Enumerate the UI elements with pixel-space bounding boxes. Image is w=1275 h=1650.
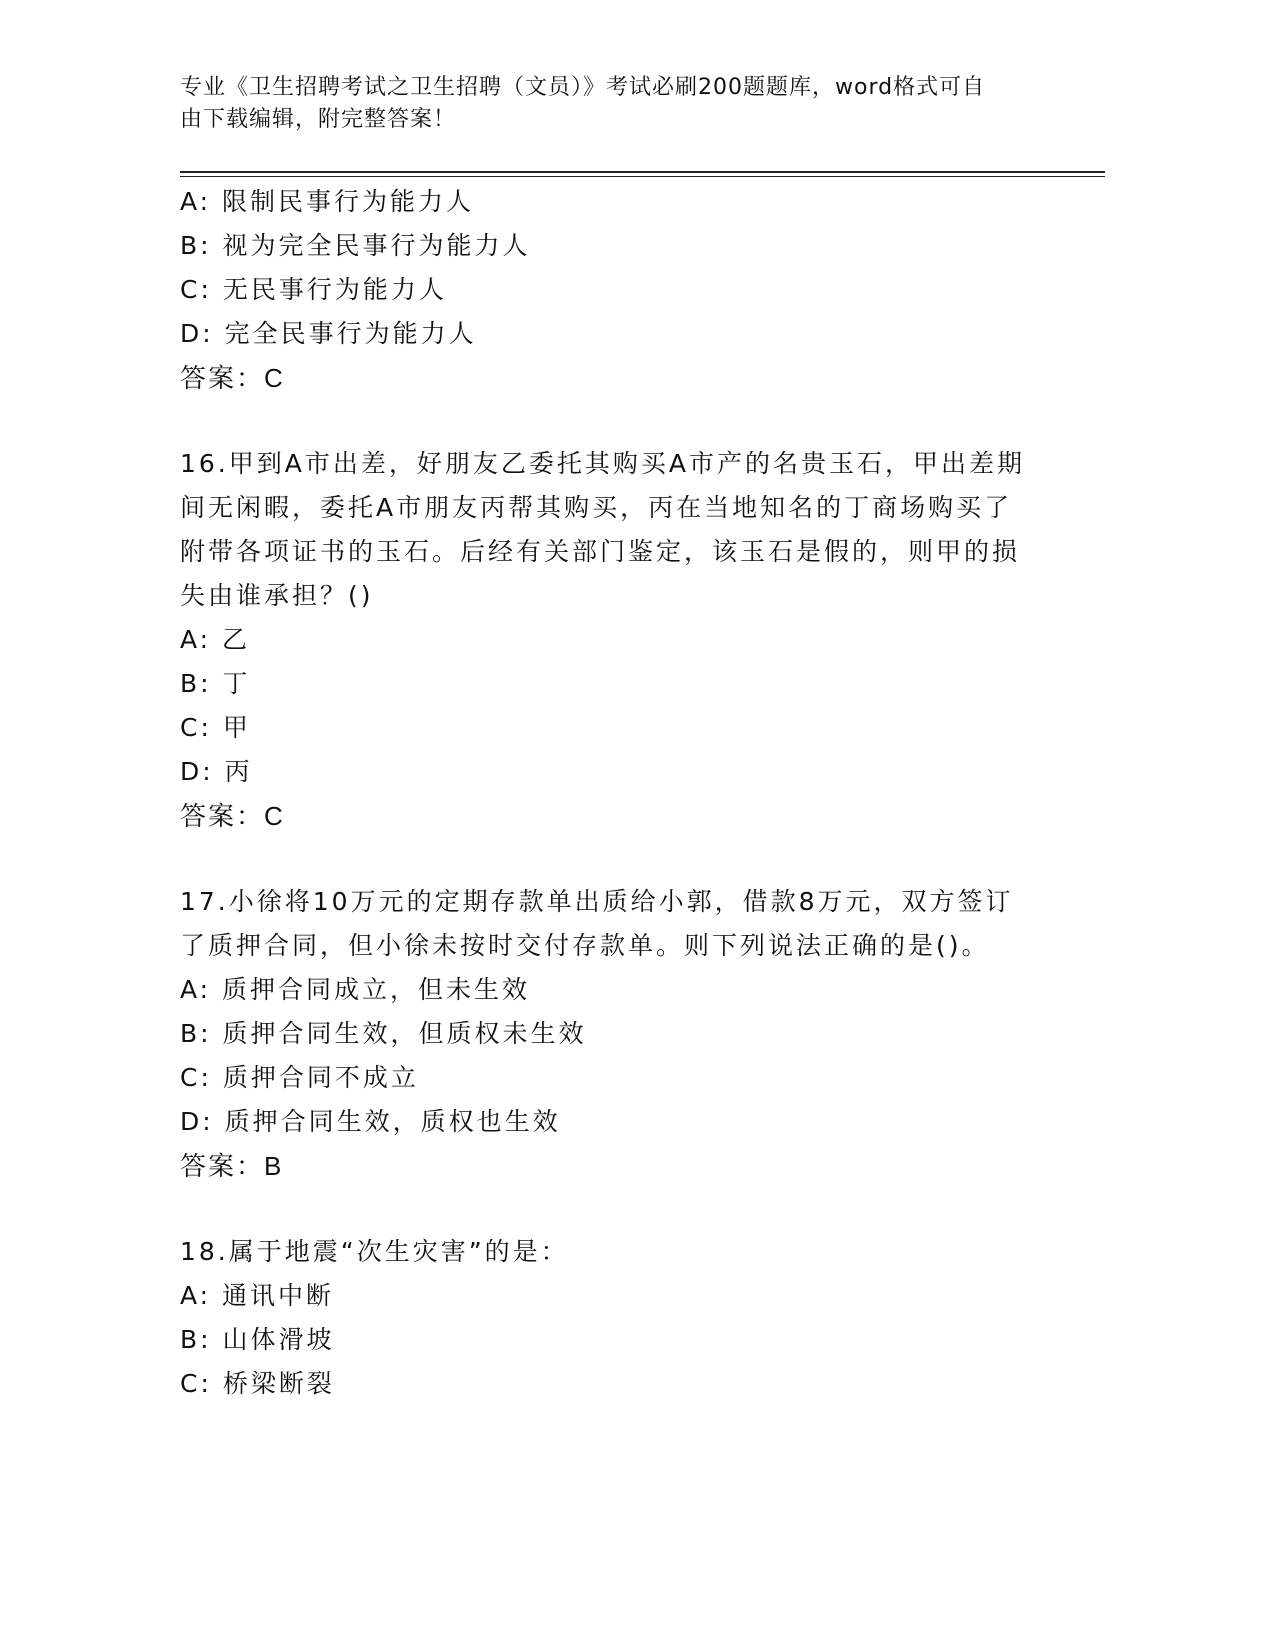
question-15-continued xyxy=(180,180,1060,400)
header-line-1: 专业《卫生招聘考试之卫生招聘（文员）》考试必刷200题题库，word格式可自 xyxy=(180,75,986,100)
question-text-line: 16.甲到A市出差，好朋友乙委托其购买A市产的名贵玉石，甲出差期 xyxy=(180,449,1025,478)
question-list xyxy=(180,180,1060,1406)
question-text-line: 附带各项证书的玉石。后经有关部门鉴定，该玉石是假的，则甲的损 xyxy=(180,537,1021,566)
option-c: C: 无民事行为能力人 xyxy=(180,275,447,304)
answer: 答案：B xyxy=(180,1151,284,1181)
option-a: A: 质押合同成立，但未生效 xyxy=(180,975,531,1004)
option-c: C: 质押合同不成立 xyxy=(180,1063,419,1092)
question-17 xyxy=(180,880,1060,1188)
option-b: B: 山体滑坡 xyxy=(180,1325,335,1354)
header-divider-thin xyxy=(180,176,1105,177)
option-d: D: 质押合同生效，质权也生效 xyxy=(180,1107,561,1136)
answer: 答案：C xyxy=(180,363,285,393)
question-text-line: 间无闲暇，委托A市朋友丙帮其购买，丙在当地知名的丁商场购买了 xyxy=(180,493,1013,522)
option-b: B: 质押合同生效，但质权未生效 xyxy=(180,1019,587,1048)
option-b: B: 丁 xyxy=(180,669,251,698)
option-b: B: 视为完全民事行为能力人 xyxy=(180,231,531,260)
question-16 xyxy=(180,442,1060,838)
answer: 答案：C xyxy=(180,801,285,831)
question-text-line: 了质押合同，但小徐未按时交付存款单。则下列说法正确的是()。 xyxy=(180,931,990,960)
header-divider-thick xyxy=(180,171,1105,173)
option-a: A: 限制民事行为能力人 xyxy=(180,187,475,216)
header-line-2: 由下载编辑，附完整答案！ xyxy=(180,107,457,132)
option-d: D: 完全民事行为能力人 xyxy=(180,319,477,348)
question-text-line: 失由谁承担？() xyxy=(180,581,374,610)
question-text-line: 17.小徐将10万元的定期存款单出质给小郭，借款8万元，双方签订 xyxy=(180,887,1014,916)
option-c: C: 甲 xyxy=(180,713,251,742)
option-c: C: 桥梁断裂 xyxy=(180,1369,335,1398)
question-text-line: 18.属于地震“次生灾害”的是： xyxy=(180,1237,569,1266)
question-18 xyxy=(180,1230,1060,1406)
option-a: A: 乙 xyxy=(180,625,251,654)
option-a: A: 通讯中断 xyxy=(180,1281,335,1310)
option-d: D: 丙 xyxy=(180,757,253,786)
document-header xyxy=(180,72,1030,136)
